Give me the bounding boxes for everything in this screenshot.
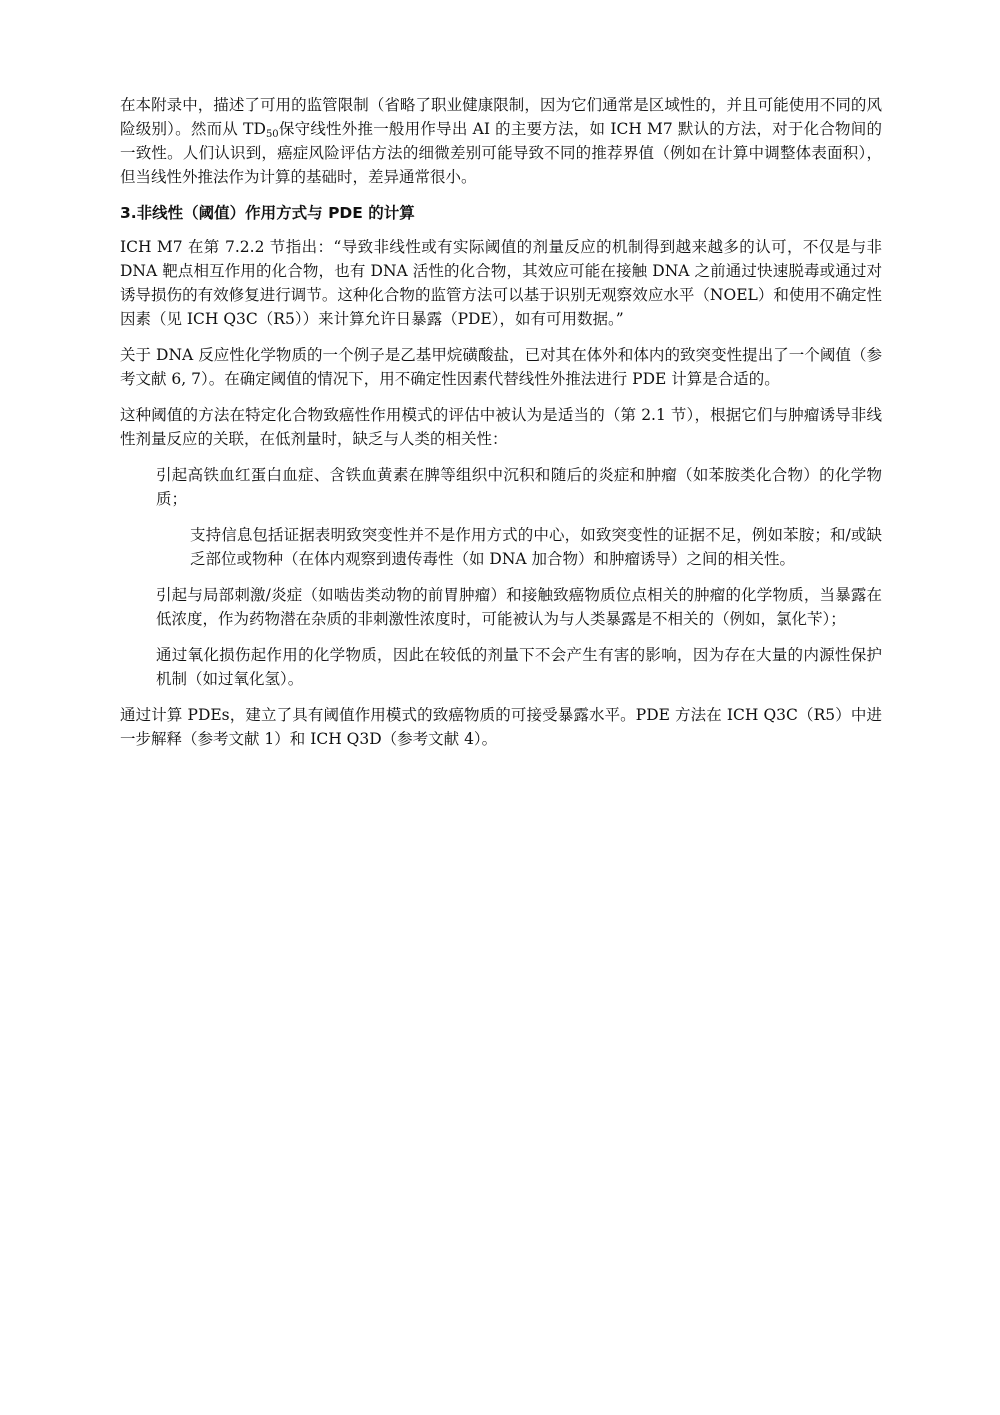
paragraph-ich-m7-quote: ICH M7 在第 7.2.2 节指出：“导致非线性或有实际阈值的剂量反应的机制得到越来越多的认可，不仅是与非 DNA 靶点相互作用的化合物，也有 DNA 活性的化合物，其效应可能在接触 DNA 之前通过快速脱毒或通过对诱导损伤的有效修复进行调节。这种化合物的监管方法可以基于识别无观察效应水平（NOEL）和使用不确定性因素（见 ICH Q3C（R5））来计算允许日暴露（PDE），如有可用数据。” [120, 238, 882, 328]
paragraph-intro [120, 93, 882, 189]
paragraph-intro-part-a: 在本附录中，描述了可用的监管限制（省略了职业健康限制，因为它们通常是区域性的，并且可能使用不同的风险级别）。然而从 TD [120, 96, 882, 138]
list-item-oxidative-damage: 通过氧化损伤起作用的化学物质，因此在较低的剂量下不会产生有害的影响，因为存在大量的内源性保护机制（如过氧化氢）。 [156, 646, 882, 688]
paragraph-intro-part-b: 保守线性外推一般用作导出 AI 的主要方法，如 ICH M7 默认的方法，对于化合物间的一致性。人们认识到，癌症风险评估方法的细微差别可能导致不同的推荐界值（例如在计算中调整体表面积），但当线性外推法作为计算的基础时，差异通常很小。 [120, 120, 883, 186]
section-heading: 3.非线性（阈值）作用方式与 PDE 的计算 [120, 204, 415, 222]
document-body [120, 93, 882, 751]
list-item-methemoglobinemia: 引起高铁血红蛋白血症、含铁血黄素在脾等组织中沉积和随后的炎症和肿瘤（如苯胺类化合物）的化学物质； [156, 466, 882, 508]
td50-subscript: 50 [265, 129, 279, 140]
list-item-local-irritation: 引起与局部刺激/炎症（如啮齿类动物的前胃肿瘤）和接触致癌物质位点相关的肿瘤的化学物质，当暴露在低浓度，作为药物潜在杂质的非刺激性浓度时，可能被认为与人类暴露是不相关的（例如，氯化苄）； [156, 586, 882, 628]
paragraph-pde-conclusion: 通过计算 PDEs，建立了具有阈值作用模式的致癌物质的可接受暴露水平。PDE 方法在 ICH Q3C（R5）中进一步解释（参考文献 1）和 ICH Q3D（参考文献 4）。 [120, 706, 882, 748]
paragraph-threshold-approach: 这种阈值的方法在特定化合物致癌性作用模式的评估中被认为是适当的（第 2.1 节），根据它们与肿瘤诱导非线性剂量反应的关联，在低剂量时，缺乏与人类的相关性： [120, 406, 882, 448]
list-subitem-supporting-info: 支持信息包括证据表明致突变性并不是作用方式的中心，如致突变性的证据不足，例如苯胺；和/或缺乏部位或物种（在体内观察到遗传毒性（如 DNA 加合物）和肿瘤诱导）之间的相关性。 [190, 526, 882, 568]
paragraph-dna-example: 关于 DNA 反应性化学物质的一个例子是乙基甲烷磺酸盐，已对其在体外和体内的致突变性提出了一个阈值（参考文献 6, 7）。在确定阈值的情况下，用不确定性因素代替线性外推法进行 PDE 计算是合适的。 [120, 346, 882, 388]
